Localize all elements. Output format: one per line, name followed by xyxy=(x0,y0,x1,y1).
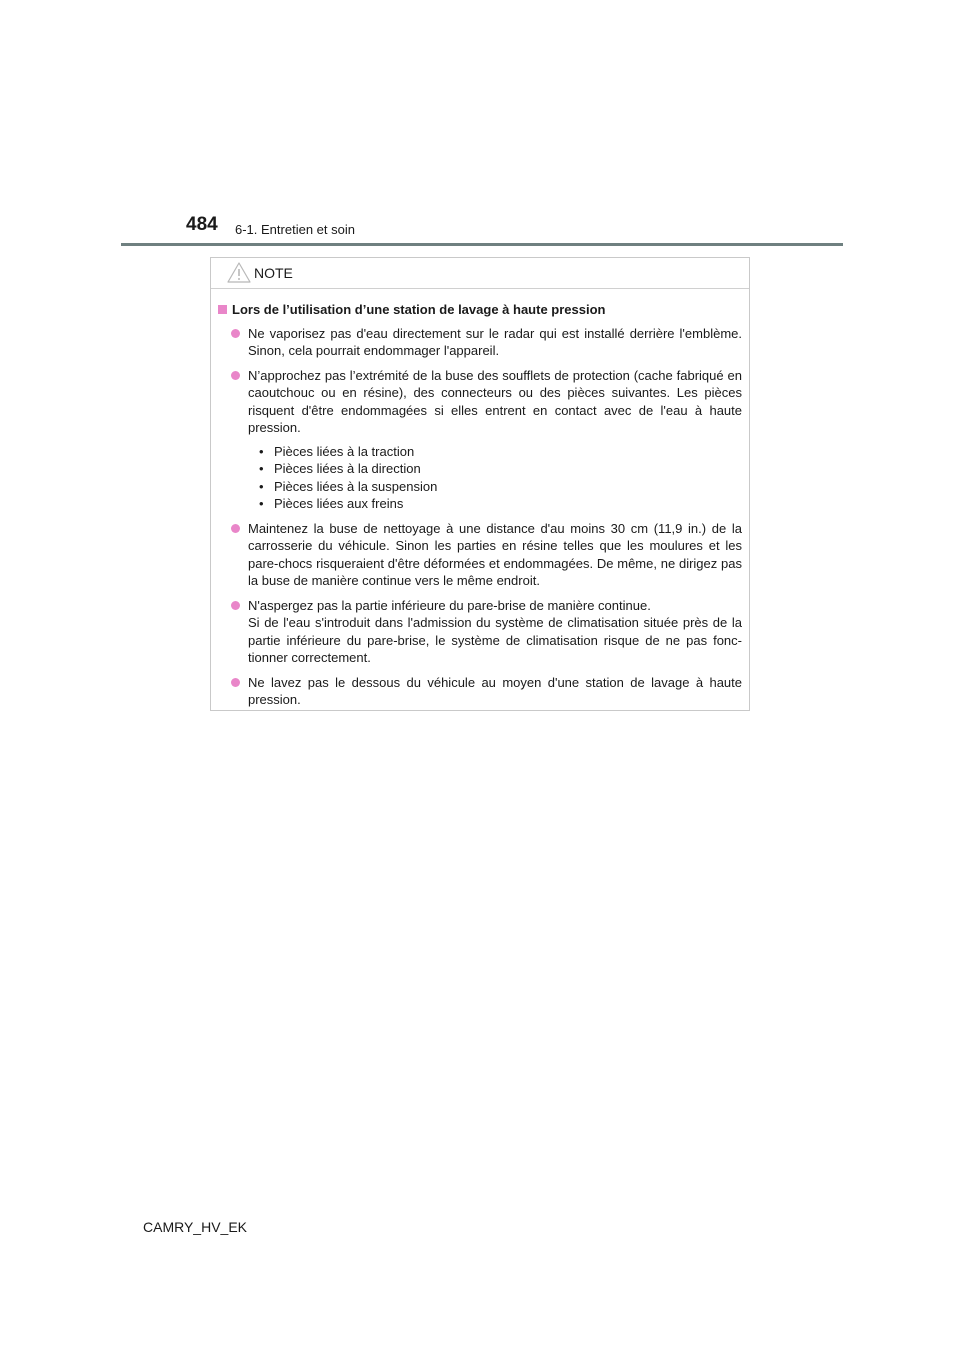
heading-text: Lors de l’utilisation d’une station de lavage à haute pression xyxy=(232,302,606,317)
sub-list xyxy=(248,443,742,513)
list-item xyxy=(229,325,742,360)
item-text xyxy=(248,367,742,513)
list-item xyxy=(229,597,742,667)
dot-bullet-icon xyxy=(231,601,240,610)
list-item xyxy=(229,520,742,590)
note-body xyxy=(211,289,749,709)
footer-code: CAMRY_HV_EK xyxy=(143,1219,248,1235)
note-header xyxy=(211,258,749,289)
square-bullet-icon xyxy=(218,305,227,314)
list-item xyxy=(229,674,742,709)
sub-list-item: • Pièces liées à la traction xyxy=(259,443,742,461)
item-text: Maintenez la buse de nettoyage à une distance d'au moins 30 cm (11,9 in.) de la carrosserie du véhicule. Sinon les parties en résine telles que les moulures et les pare-chocs risqueraient d'être déformées et endommagées. De même, ne dirigez pas la buse de manière continue vers le même endroit. xyxy=(248,520,742,588)
note-box xyxy=(210,257,750,711)
item-paragraph: N’approchez pas l’extrémité de la buse des soufflets de protection (cache fabriqué en caoutchouc ou en résine), des connecteurs ou des pièces suivantes. Les pièces risquent d'être endommagées si elles entrent en contact avec de l'eau à haute pression. xyxy=(248,367,742,435)
sub-list-item: • Pièces liées à la direction xyxy=(259,460,742,478)
item-paragraph: Si de l'eau s'introduit dans l'admission du système de climatisation située près de la partie inférieure du pare-brise, le système de climatisation risque de ne pas fonc-tionner correctement. xyxy=(248,615,742,665)
dot-bullet-icon xyxy=(231,371,240,380)
section-title: 6-1. Entretien et soin xyxy=(235,222,355,237)
page-number: 484 xyxy=(186,214,218,235)
item-text: Ne vaporisez pas d'eau directement sur le radar qui est installé derrière l'emblème. Sinon, cela pourrait endommager l'appareil. xyxy=(248,325,742,358)
header-rule xyxy=(121,243,843,246)
dot-bullet-icon xyxy=(231,524,240,533)
sub-list-item: • Pièces liées à la suspension xyxy=(259,478,742,496)
note-label: NOTE xyxy=(254,265,293,281)
dot-bullet-icon xyxy=(231,329,240,338)
dot-bullet-icon xyxy=(231,678,240,687)
sub-list-item: • Pièces liées aux freins xyxy=(259,495,742,513)
note-heading xyxy=(216,301,742,319)
item-paragraph: N'aspergez pas la partie inférieure du pare-brise de manière continue. xyxy=(248,597,651,613)
item-text: Ne lavez pas le dessous du véhicule au moyen d'une station de lavage à haute pression. xyxy=(248,674,742,707)
list-item xyxy=(229,367,742,513)
item-text xyxy=(248,597,742,667)
warning-triangle-icon xyxy=(226,261,252,284)
